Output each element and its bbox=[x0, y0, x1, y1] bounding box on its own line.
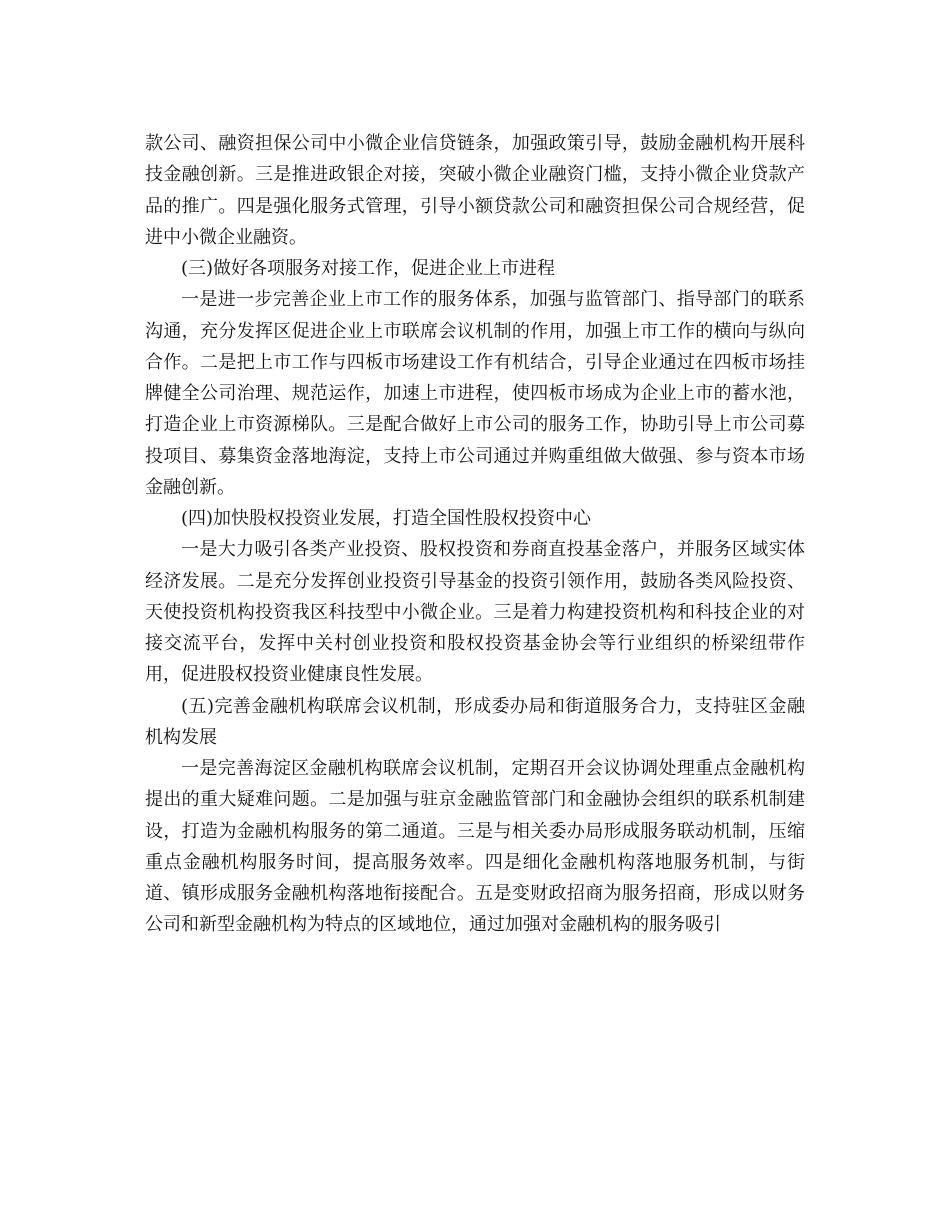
section-heading-4: (四)加快股权投资业发展，打造全国性股权投资中心 bbox=[181, 508, 592, 529]
section-heading-5: (五)完善金融机构联席会议机制，形成委办局和街道服务合力，支持驻区金融机构发展 bbox=[145, 695, 805, 748]
section-heading-3: (三)做好各项服务对接工作，促进企业上市进程 bbox=[181, 258, 556, 279]
paragraph-equity-investment: 一是大力吸引各类产业投资、股权投资和券商直投基金落户，并服务区域实体经济发展。二是充分发挥创业投资引导基金的投资引领作用，鼓励各类风险投资、天使投资机构投资我区科技型中小微企业。三是着力构建投资机构和科技企业的对接交流平台，发挥中关村创业投资和股权投资基金协会等行业组织的桥梁纽带作用，促进股权投资业健康良性发展。 bbox=[145, 539, 805, 686]
paragraph-financial-institutions: 一是完善海淀区金融机构联席会议机制，定期召开会议协调处理重点金融机构提出的重大疑难问题。二是加强与驻京金融监管部门和金融协会组织的联系机制建设，打造为金融机构服务的第二通道。三是与相关委办局形成服务联动机制，压缩重点金融机构服务时间，提高服务效率。四是细化金融机构落地服务机制，与街道、镇形成服务金融机构落地衔接配合。五是变财政招商为服务招商，形成以财务公司和新型金融机构为特点的区域地位，通过加强对金融机构的服务吸引 bbox=[145, 758, 805, 936]
document-body bbox=[145, 128, 805, 941]
paragraph-ipo-services: 一是进一步完善企业上市工作的服务体系，加强与监管部门、指导部门的联系沟通，充分发挥区促进企业上市联席会议机制的作用，加强上市工作的横向与纵向合作。二是把上市工作与四板市场建设工作有机结合，引导企业通过在四板市场挂牌健全公司治理、规范运作，加速上市进程，使四板市场成为企业上市的蓄水池，打造企业上市资源梯队。三是配合做好上市公司的服务工作，协助引导上市公司募投项目、募集资金落地海淀，支持上市公司通过并购重组做大做强、参与资本市场金融创新。 bbox=[145, 289, 805, 498]
paragraph-continued: 款公司、融资担保公司中小微企业信贷链条，加强政策引导，鼓励金融机构开展科技金融创新。三是推进政银企对接，突破小微企业融资门槛，支持小微企业贷款产品的推广。四是强化服务式管理，引导小额贷款公司和融资担保公司合规经营，促进中小微企业融资。 bbox=[145, 133, 805, 248]
